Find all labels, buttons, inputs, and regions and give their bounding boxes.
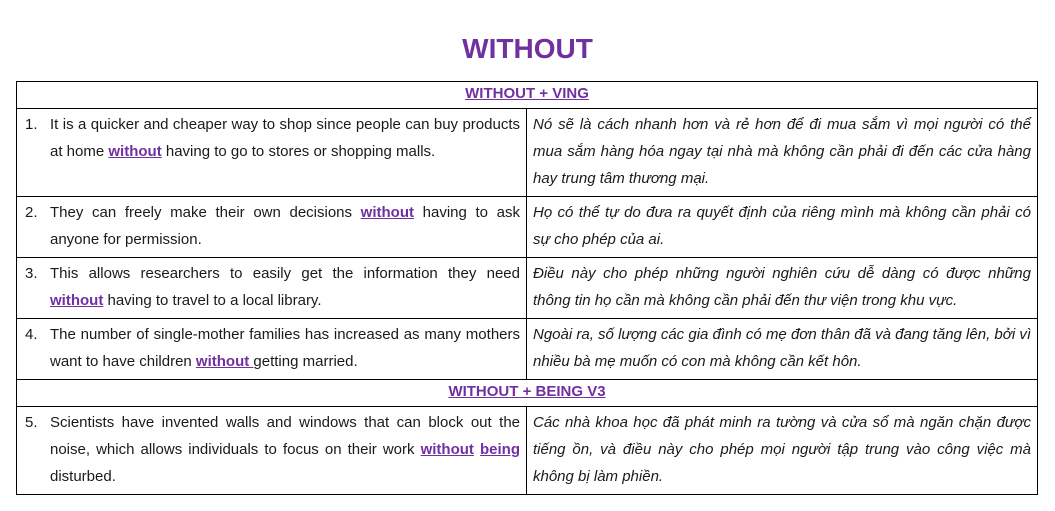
vietnamese-translation: Các nhà khoa học đã phát minh ra tường và cửa sổ mà ngăn chặn được tiếng ồn, và điều này cho phép mọi người tập trung vào công việc mà không bị làm phiền. (533, 414, 1031, 485)
english-sentence: They can freely make their own decisions without having to ask anyone for permission. (50, 204, 520, 248)
english-sentence-cell (17, 407, 527, 495)
english-sentence-cell (17, 109, 527, 197)
vietnamese-translation-cell (527, 109, 1038, 197)
english-sentence: Scientists have invented walls and windows that can block out the noise, which allows individuals to focus on their work without being disturbed. (50, 414, 520, 485)
english-sentence-cell (17, 319, 527, 380)
section-header-row (17, 380, 1038, 407)
keyword-highlight: without (420, 441, 474, 458)
item-number: 5. (25, 414, 38, 431)
english-sentence-cell (17, 197, 527, 258)
keyword-highlight: without (108, 143, 162, 160)
item-number: 4. (25, 326, 38, 343)
table-row (17, 258, 1038, 319)
table-row (17, 407, 1038, 495)
vietnamese-translation: Họ có thể tự do đưa ra quyết định của riêng mình mà không cần phải có sự cho phép của ai. (533, 204, 1031, 248)
vietnamese-translation-cell (527, 407, 1038, 495)
grammar-table (16, 81, 1038, 495)
item-number: 3. (25, 265, 38, 282)
table-row (17, 197, 1038, 258)
keyword-highlight: being (480, 441, 520, 458)
english-sentence: This allows researchers to easily get the information they need without having to travel to a local library. (50, 265, 520, 309)
vietnamese-translation: Điều này cho phép những người nghiên cứu dễ dàng có được những thông tin họ cần mà không cần phải đến thư viện trong khu vực. (533, 265, 1031, 309)
section-header-text: WITHOUT + VING (465, 85, 589, 102)
table-row (17, 319, 1038, 380)
english-sentence: It is a quicker and cheaper way to shop since people can buy products at home without having to go to stores or shopping malls. (50, 116, 520, 160)
keyword-highlight: without (360, 204, 414, 221)
table-row (17, 109, 1038, 197)
vietnamese-translation-cell (527, 319, 1038, 380)
section-header-text: WITHOUT + BEING V3 (448, 383, 606, 400)
vietnamese-translation-cell (527, 258, 1038, 319)
section-header-row (17, 82, 1038, 109)
section-header (17, 380, 1038, 407)
vietnamese-translation: Ngoài ra, số lượng các gia đình có mẹ đơn thân đã và đang tăng lên, bởi vì nhiều bà mẹ muốn có con mà không cần kết hôn. (533, 326, 1031, 370)
page-title: WITHOUT (462, 33, 593, 64)
section-header (17, 82, 1038, 109)
vietnamese-translation: Nó sẽ là cách nhanh hơn và rẻ hơn để đi mua sắm vì mọi người có thể mua sắm hàng hóa ngay tại nhà mà không cần phải đi đến các cửa hàng hay trung tâm thương mại. (533, 116, 1031, 187)
english-sentence-cell (17, 258, 527, 319)
item-number: 1. (25, 116, 38, 133)
keyword-highlight: without (50, 292, 104, 309)
vietnamese-translation-cell (527, 197, 1038, 258)
keyword-highlight: without (195, 353, 254, 370)
item-number: 2. (25, 204, 38, 221)
english-sentence: The number of single-mother families has increased as many mothers want to have children without getting married. (50, 326, 520, 370)
